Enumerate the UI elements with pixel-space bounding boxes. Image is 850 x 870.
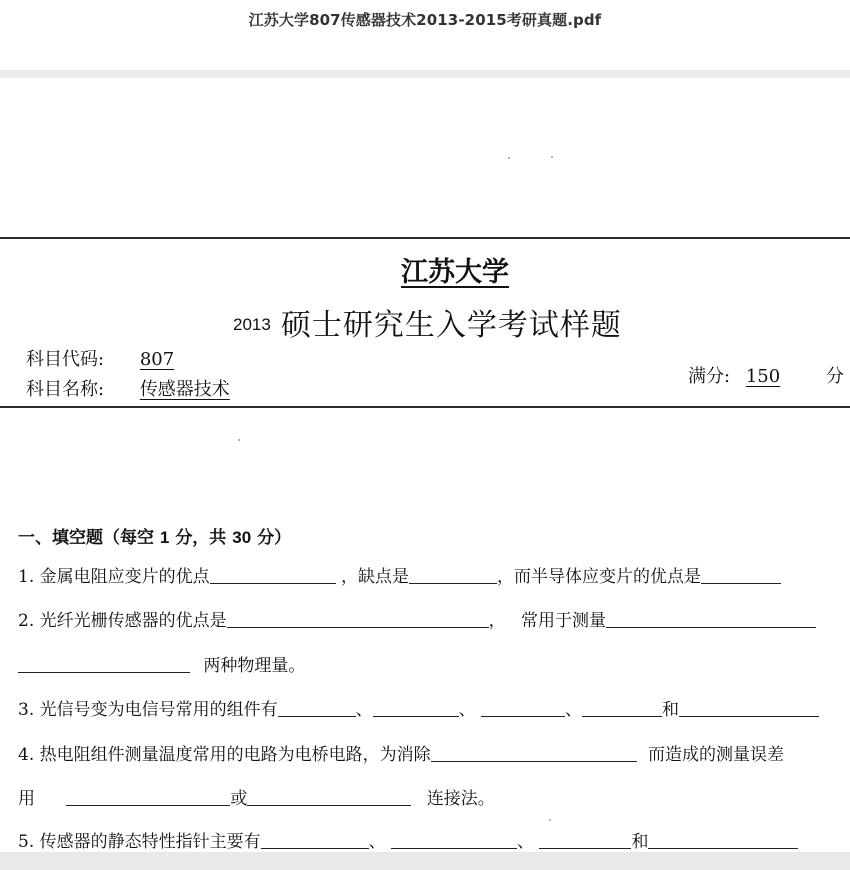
separator: 、 [458,700,476,720]
question-2 [18,606,816,631]
question-text: 光信号变为电信号常用的组件有 [39,700,278,720]
scan-speck [551,156,553,158]
question-text: 光纤光栅传感器的优点是 [39,611,227,631]
answer-blank [247,789,411,806]
question-4 [18,740,784,765]
question-1 [18,562,781,587]
title-bar [0,0,850,70]
section-heading [18,523,291,548]
answer-blank [648,832,798,849]
question-text: 用 [18,789,35,809]
answer-blank [606,611,816,628]
question-4-continued [18,784,495,809]
answer-blank [431,745,637,762]
section-per-blank: 1 [159,528,170,547]
answer-blank [481,700,565,717]
section-title-pre: 一、填空题（每空 [18,528,154,548]
question-text: 连接法。 [426,789,495,809]
answer-blank [227,611,489,628]
question-2-continued [18,651,305,676]
question-text: 而造成的测量误差 [648,745,785,765]
answer-blank [539,832,631,849]
question-text: 和 [662,700,680,720]
exam-title [233,300,622,344]
question-text: 和 [631,832,649,852]
section-total: 30 [232,528,252,547]
question-3 [18,695,819,720]
answer-blank [701,567,781,584]
answer-blank [210,567,336,584]
header-bottom-rule [0,406,850,408]
subject-code-row [26,345,174,371]
answer-blank [679,700,819,717]
pdf-page[interactable] [0,78,850,852]
page-gap [0,852,850,870]
subject-code-value: 807 [139,349,175,370]
toolbar-divider [0,70,850,78]
subject-name-value: 传感器技术 [139,379,230,400]
scan-speck [238,439,240,441]
question-text: 传感器的静态特性指针主要有 [39,832,261,852]
full-score-value: 150 [745,366,781,387]
answer-blank [409,567,497,584]
section-title-post: 分） [257,528,292,548]
section-title-mid: 分，共 [175,528,227,548]
answer-blank [66,789,230,806]
scan-speck [549,819,551,821]
question-number: 1. [18,567,35,587]
answer-blank [391,832,517,849]
question-text: ，缺点是 [341,567,410,587]
answer-blank [261,832,369,849]
subject-name-label: 科目名称: [26,379,105,400]
scan-speck [508,157,510,159]
document-title: 江苏大学807传感器技术2013-2015考研真题.pdf [248,11,602,29]
separator: 、 [368,832,386,852]
subject-name-row [26,375,230,401]
answer-blank [373,700,459,717]
university-name: 江苏大学 [401,257,509,288]
question-text: 金属电阻应变片的优点 [39,567,210,587]
full-score-label: 满分: [688,366,731,387]
separator: 、 [355,700,373,720]
question-text: 两种物理量。 [203,656,306,676]
exam-year: 2013 [233,315,271,334]
question-text: 热电阻组件测量温度常用的电路为电桥电路，为消除 [39,745,431,765]
question-number: 4. [18,745,35,765]
question-number: 3. [18,700,35,720]
question-text: ，而半导体应变片的优点是 [497,567,702,587]
answer-blank [278,700,356,717]
answer-blank [582,700,662,717]
separator: 、 [565,700,583,720]
score-unit: 分 [825,366,844,387]
header-rule [0,237,850,239]
subject-code-label: 科目代码: [26,349,105,370]
separator: 、 [517,832,535,852]
full-score-row [688,362,844,388]
question-number: 5. [18,832,35,852]
exam-name: 硕士研究生入学考试样题 [280,308,622,343]
question-text: 常用于测量 [521,611,607,631]
answer-blank [18,656,190,673]
question-text: 或 [230,789,248,809]
question-number: 2. [18,611,35,631]
question-text: ， [488,611,506,631]
question-5 [18,827,798,852]
